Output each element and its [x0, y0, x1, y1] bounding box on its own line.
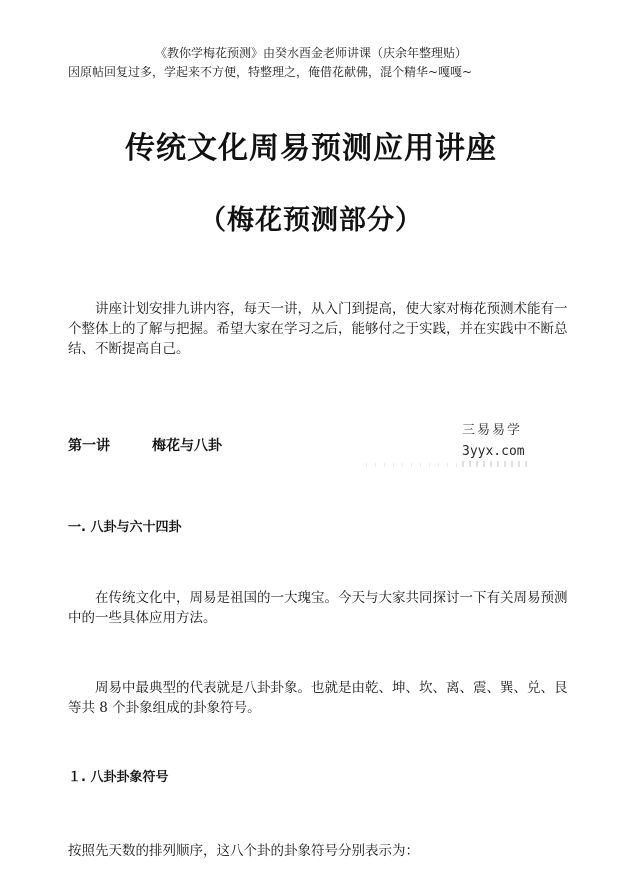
subsection-heading: １. 八卦卦象符号	[68, 770, 169, 785]
page-subtitle: （梅花预测部分）	[199, 205, 423, 236]
header-line-1: 《教你学梅花预测》由癸水酉金老师讲课（庆余年整理贴）	[154, 46, 467, 60]
lecture-title: 梅花与八卦	[152, 438, 222, 454]
page-title: 传统文化周易预测应用讲座	[125, 131, 497, 166]
watermark-noise-secondary	[366, 463, 458, 467]
section-paragraph-1: 在传统文化中，周易是祖国的一大瑰宝。今天与大家共同探讨一下有关周易预测中的一些具体应用方法。	[68, 590, 568, 626]
lecture-number: 第一讲	[68, 438, 110, 454]
watermark-noise	[462, 461, 532, 467]
header-line-2: 因原帖回复过多，学起来不方便，特整理之，俺借花献佛，混个精华~嘎嘎~	[68, 65, 473, 79]
section-paragraph-2: 周易中最典型的代表就是八卦卦象。也就是由乾、坤、坎、离、震、巽、兑、艮等共 8 个卦象组成的卦象符号。	[68, 680, 568, 716]
intro-paragraph: 讲座计划安排九讲内容，每天一讲，从入门到提高，使大家对梅花预测术能有一个整体上的了解与把握。希望大家在学习之后，能够付之于实践，并在实践中不断总结、不断提高自己。	[68, 301, 568, 357]
watermark-url: 3yyx.com	[462, 444, 525, 459]
section-heading: 一. 八卦与六十四卦	[68, 520, 182, 535]
subsection-paragraph: 按照先天数的排列顺序，这八个卦的卦象符号分别表示为：	[68, 843, 419, 859]
watermark-name: 三易易学	[462, 423, 523, 438]
